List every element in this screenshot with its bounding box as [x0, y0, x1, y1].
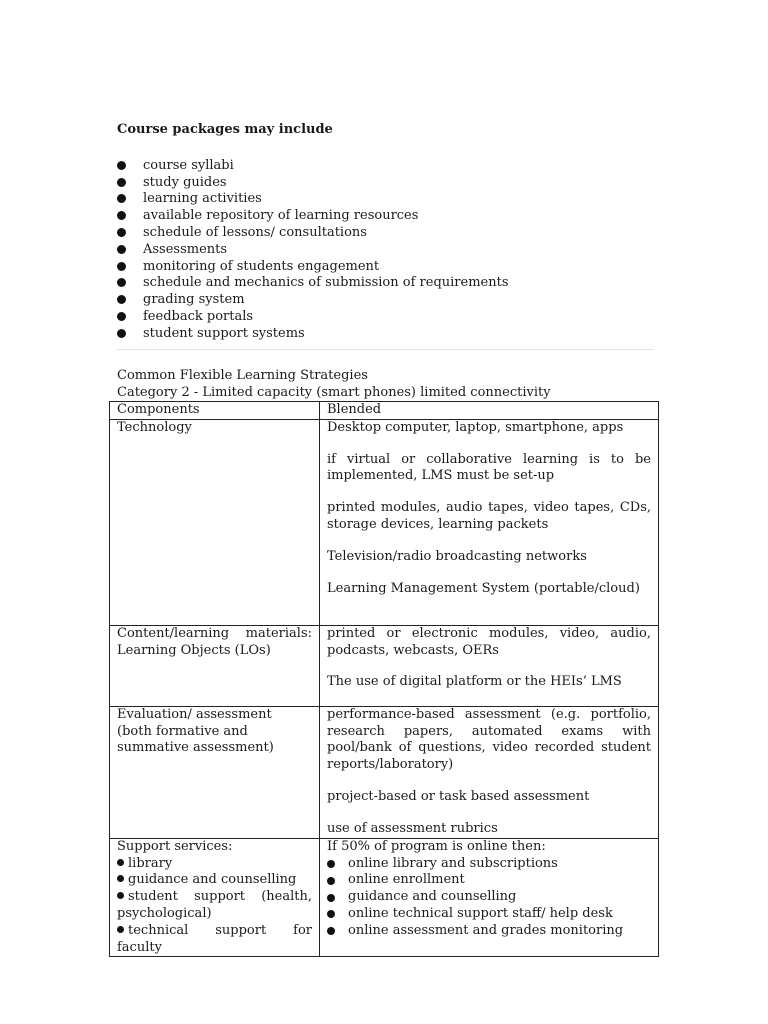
- online-services-list: [327, 856, 651, 940]
- bullet-icon: [327, 910, 335, 918]
- list-item: student support systems: [117, 325, 509, 342]
- list-item: guidance and counselling: [327, 889, 651, 906]
- list-item: feedback portals: [117, 308, 509, 325]
- cell-line: The use of digital platform or the HEIs’ LMS: [327, 674, 622, 690]
- evaluation-label-line2: (both formative and summative assessment): [117, 723, 274, 756]
- bullet-icon: [117, 875, 124, 882]
- cell-line: printed modules, audio tapes, video tapes, CDs, storage devices, learning packets: [327, 500, 651, 532]
- support-label: [110, 838, 320, 957]
- bullet-icon: [117, 262, 126, 271]
- list-item: online library and subscriptions: [327, 856, 651, 873]
- strategies-table: [109, 401, 659, 957]
- list-item: online assessment and grades monitoring: [327, 923, 651, 940]
- content-label: Content/learning materials: Learning Objects (LOs): [110, 625, 320, 706]
- bullet-icon: [117, 228, 126, 237]
- cell-line: performance-based assessment (e.g. portfolio, research papers, automated exams with pool/bank of questions, video recorded student reports/laboratory): [327, 706, 651, 773]
- header-components: Components: [110, 402, 320, 420]
- cell-line: printed or electronic modules, video, audio, podcasts, webcasts, OERs: [327, 625, 651, 658]
- cell-line: use of assessment rubrics: [327, 820, 498, 836]
- list-item: study guides: [117, 174, 509, 191]
- course-packages-heading: Course packages may include: [117, 122, 333, 137]
- bullet-icon: [117, 329, 126, 338]
- cell-line: Television/radio broadcasting networks: [327, 548, 587, 564]
- cell-line: if virtual or collaborative learning is to be implemented, LMS must be set-up: [327, 451, 651, 484]
- course-packages-list: [117, 157, 509, 342]
- bullet-icon: [327, 894, 335, 902]
- list-item: guidance and counselling: [117, 872, 312, 889]
- cell-line: Desktop computer, laptop, smartphone, apps: [327, 419, 624, 435]
- list-item: learning activities: [117, 191, 509, 208]
- bullet-icon: [117, 926, 124, 933]
- content-cell: [320, 625, 659, 706]
- table-header-row: [110, 402, 659, 420]
- support-online-cell: [320, 838, 659, 957]
- strategies-title: Common Flexible Learning Strategies: [117, 368, 368, 383]
- table-row-technology: [110, 419, 659, 625]
- bullet-icon: [327, 877, 335, 885]
- technology-label: Technology: [110, 419, 320, 625]
- technology-cell: [320, 419, 659, 625]
- bullet-icon: [327, 927, 335, 935]
- evaluation-cell: [320, 706, 659, 838]
- bullet-icon: [117, 892, 124, 899]
- evaluation-label: [110, 706, 320, 838]
- header-blended: Blended: [320, 402, 659, 420]
- bullet-icon: [117, 194, 126, 203]
- evaluation-label-line1: Evaluation/ assessment: [117, 706, 272, 722]
- category-text: Limited capacity (smart phones) limited connectivity: [202, 385, 551, 400]
- bullet-icon: [117, 312, 126, 321]
- bullet-icon: [117, 295, 126, 304]
- table-row-content: [110, 625, 659, 706]
- list-item: online technical support staff/ help desk: [327, 906, 651, 923]
- support-title: Support services:: [117, 838, 233, 854]
- bullet-icon: [117, 178, 126, 187]
- table-row-evaluation: [110, 706, 659, 838]
- list-item: Assessments: [117, 241, 509, 258]
- list-item: grading system: [117, 291, 509, 308]
- bullet-icon: [117, 211, 126, 220]
- list-item: student support (health, psychological): [117, 889, 312, 921]
- category-line: [117, 384, 551, 401]
- category-prefix: Category 2 -: [117, 385, 203, 400]
- list-item: monitoring of students engagement: [117, 258, 509, 275]
- cell-line: Learning Management System (portable/cloud): [327, 580, 640, 596]
- list-item: library: [117, 856, 312, 873]
- list-item: online enrollment: [327, 872, 651, 889]
- bullet-icon: [117, 278, 126, 287]
- table-row-support: [110, 838, 659, 957]
- list-item: technical support for faculty: [117, 922, 312, 955]
- bullet-icon: [117, 859, 124, 866]
- list-item: schedule of lessons/ consultations: [117, 224, 509, 241]
- bullet-icon: [327, 860, 335, 868]
- online-intro: If 50% of program is online then:: [327, 838, 546, 854]
- bullet-icon: [117, 161, 126, 170]
- cell-line: project-based or task based assessment: [327, 788, 590, 804]
- list-item: available repository of learning resources: [117, 207, 509, 224]
- list-item: schedule and mechanics of submission of requirements: [117, 275, 509, 292]
- section-divider: [117, 349, 654, 350]
- bullet-icon: [117, 245, 126, 254]
- list-item: course syllabi: [117, 157, 509, 174]
